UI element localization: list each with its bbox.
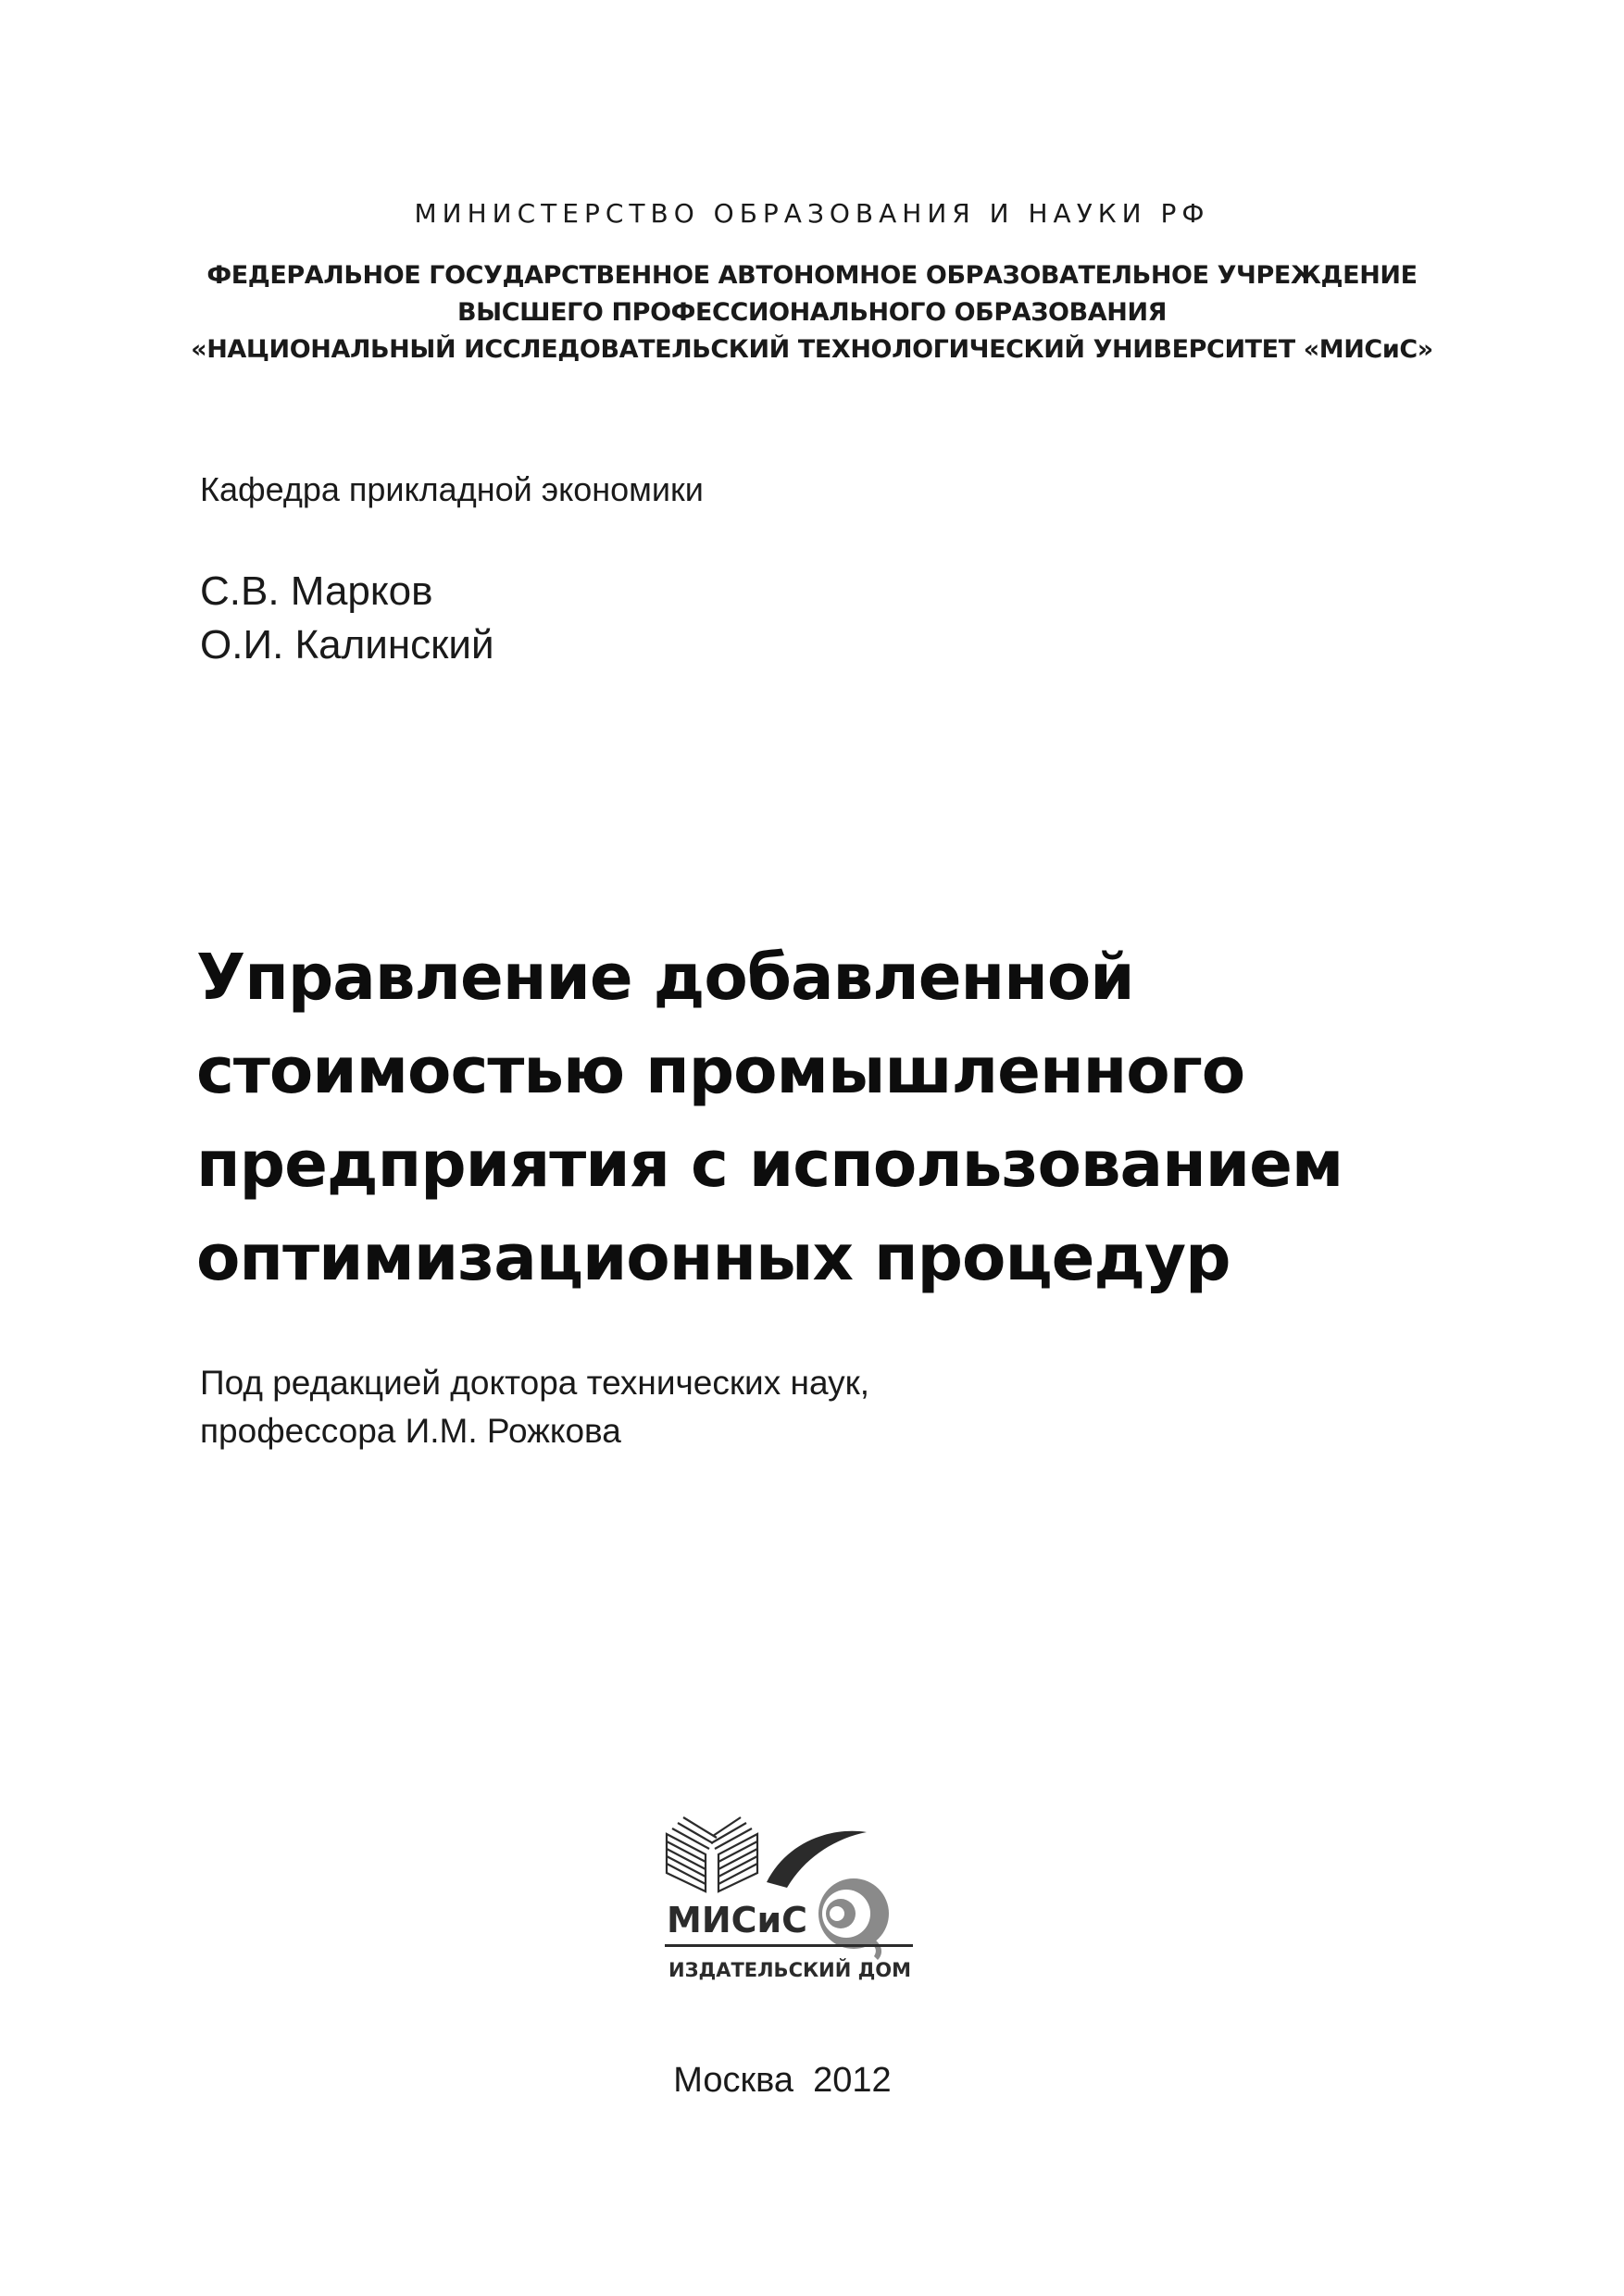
institution-line: ВЫСШЕГО ПРОФЕССИОНАЛЬНОГО ОБРАЗОВАНИЯ [456,298,1168,327]
author-name: О.И. Калинский [200,622,494,668]
department-name: Кафедра прикладной экономики [200,470,704,508]
imprint-city-year: Москва 2012 [673,2061,892,2100]
book-icon [667,1817,757,1891]
authors-block [200,565,494,672]
editor-credit [200,1359,869,1455]
book-title-line: предприятия с использованием [196,1128,1343,1202]
editor-line: Под редакцией доктора технических наук, [200,1364,870,1402]
logo-brand-text: МИСиС [667,1900,808,1940]
institution-line: «НАЦИОНАЛЬНЫЙ ИССЛЕДОВАТЕЛЬСКИЙ ТЕХНОЛОГИЧЕСКИЙ УНИВЕРСИТЕТ «МИСиС» [191,335,1433,364]
ministry-name: МИНИСТЕРСТВО ОБРАЗОВАНИЯ И НАУКИ РФ [414,198,1210,229]
misis-publishing-logo [648,1810,926,1995]
swirl-emblem-icon [818,1878,889,1960]
institution-name [0,257,1624,368]
institution-line: ФЕДЕРАЛЬНОЕ ГОСУДАРСТВЕННОЕ АВТОНОМНОЕ ОБРАЗОВАТЕЛЬНОЕ УЧРЕЖДЕНИЕ [206,261,1418,290]
logo-divider [665,1944,913,1947]
author-name: С.В. Марков [200,568,433,614]
book-title-line: Управление добавленной [196,941,1134,1015]
editor-line: профессора И.М. Рожкова [200,1412,621,1450]
logo-subtitle: ИЗДАТЕЛЬСКИЙ ДОМ [668,1959,912,1981]
book-title-line: стоимостью промышленного [196,1034,1245,1108]
book-title-line: оптимизационных процедур [196,1221,1230,1295]
book-title [196,931,1493,1305]
